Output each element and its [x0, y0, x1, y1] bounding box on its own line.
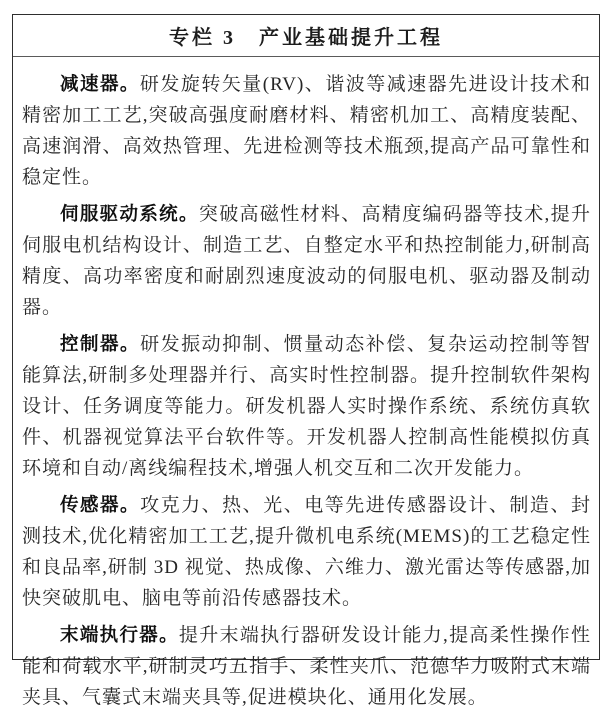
- paragraph-servo-drive-system: [22, 198, 591, 323]
- paragraph-text: 突破高磁性材料、高精度编码器等技术,提升伺服电机结构设计、制造工艺、自整定水平和热控制能力,研制高精度、高功率密度和耐剧烈速度波动的伺服电机、驱动器及制动器。: [22, 204, 591, 318]
- paragraph-text: 攻克力、热、光、电等先进传感器设计、制造、封测技术,优化精密加工工艺,提升微机电系统(MEMS)的工艺稳定性和良品率,研制 3D 视觉、热成像、六维力、激光雷达等传感器,加快突破肌电、脑电等前沿传感器技术。: [22, 495, 591, 609]
- document-box: [12, 14, 600, 708]
- paragraph-lead: 减速器。: [60, 73, 140, 94]
- paragraph-text: 研发振动抑制、惯量动态补偿、复杂运动控制等智能算法,研制多处理器并行、高实时性控制器。提升控制软件架构设计、任务调度等能力。研发机器人实时操作系统、系统仿真软件、机器视觉算法平台软件等。开发机器人控制高性能模拟仿真环境和自动/离线编程技术,增强人机交互和二次开发能力。: [22, 334, 591, 479]
- box-header: [13, 15, 599, 57]
- box-title: 专栏 3 产业基础提升工程: [169, 27, 443, 49]
- paragraph-text: 研发旋转矢量(RV)、谐波等减速器先进设计技术和精密加工工艺,突破高强度耐磨材料、精密机加工、高精度装配、高速润滑、高效热管理、先进检测等技术瓶颈,提高产品可靠性和稳定性。: [22, 74, 591, 188]
- box-body: [13, 57, 599, 721]
- paragraph-end-effector: [22, 619, 591, 713]
- paragraph-sensor: [22, 489, 591, 614]
- paragraph-lead: 末端执行器。: [60, 624, 179, 645]
- paragraph-lead: 伺服驱动系统。: [60, 203, 199, 224]
- paragraph-lead: 控制器。: [60, 333, 141, 354]
- paragraph-lead: 传感器。: [60, 494, 141, 515]
- paragraph-controller: [22, 328, 591, 484]
- paragraph-text: 提升末端执行器研发设计能力,提高柔性操作性能和荷载水平,研制灵巧五指手、柔性夹爪、范德华力吸附式末端夹具、气囊式末端夹具等,促进模块化、通用化发展。: [22, 625, 591, 708]
- paragraph-reducer: [22, 68, 591, 193]
